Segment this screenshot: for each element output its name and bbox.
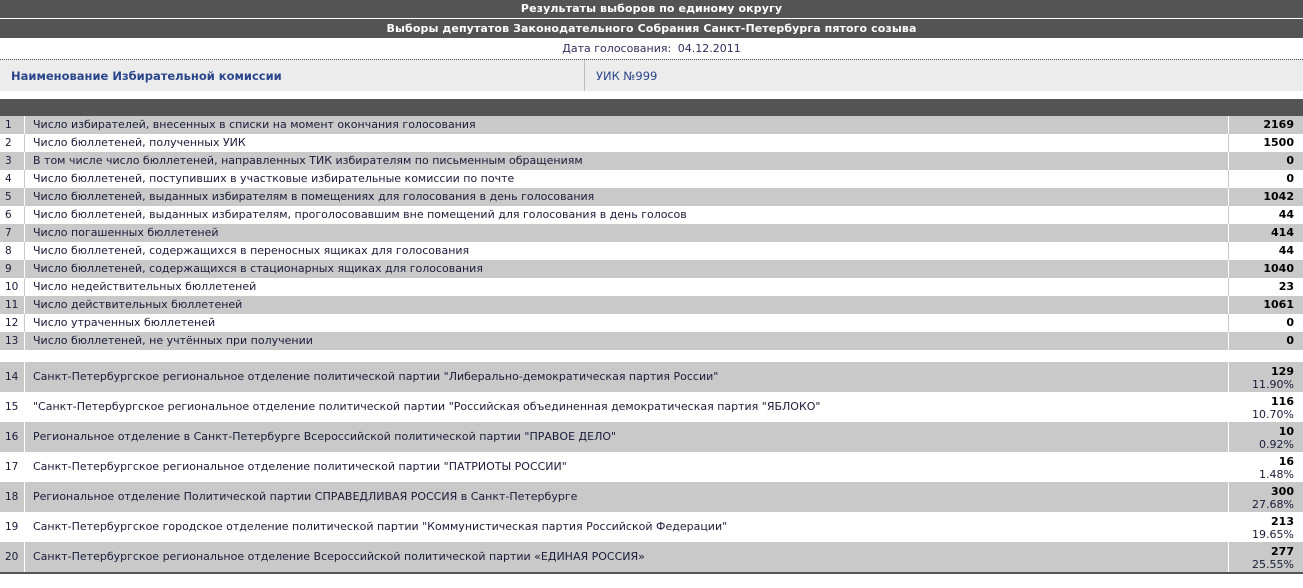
party-vote-percent: 25.55%	[1252, 557, 1294, 571]
row-number: 8	[5, 245, 12, 257]
row-label: Число погашенных бюллетеней	[33, 226, 219, 239]
row-value: 2169	[1263, 118, 1294, 131]
party-row-spacer	[1162, 512, 1228, 542]
summary-table	[0, 116, 1303, 350]
table-row	[0, 152, 1303, 170]
table-row	[0, 134, 1303, 152]
table-row	[0, 116, 1303, 134]
row-number: 5	[5, 191, 12, 203]
party-result-cell	[1229, 392, 1303, 422]
row-number: 4	[5, 173, 12, 185]
row-number: 6	[5, 209, 12, 221]
row-number: 10	[5, 281, 19, 293]
party-name: Санкт-Петербургское региональное отделение политической партии "Либерально-демократическая партия России"	[33, 370, 719, 383]
commission-bottom-spacer	[0, 91, 1303, 99]
table-row	[0, 206, 1303, 224]
row-value: 0	[1286, 334, 1294, 347]
party-vote-count: 213	[1271, 514, 1294, 528]
row-value: 1040	[1263, 262, 1294, 275]
row-spacer	[1162, 260, 1228, 278]
party-name: "Санкт-Петербургское региональное отделение политической партии "Российская объединенная демократическая партия "ЯБЛОКО"	[33, 400, 821, 413]
party-vote-percent: 10.70%	[1252, 407, 1294, 421]
commission-row	[0, 59, 1303, 91]
row-label: Число недействительных бюллетеней	[33, 280, 257, 293]
row-label: Число бюллетеней, выданных избирателям в помещениях для голосования в день голосования	[33, 190, 595, 203]
row-value: 0	[1286, 316, 1294, 329]
row-label: Число утраченных бюллетеней	[33, 316, 216, 329]
party-row-number: 16	[5, 431, 19, 443]
row-spacer	[1162, 278, 1228, 296]
table-row	[0, 188, 1303, 206]
row-value: 1061	[1263, 298, 1294, 311]
voting-date-label: Дата голосования:	[562, 42, 672, 55]
row-spacer	[1162, 314, 1228, 332]
table-row	[0, 296, 1303, 314]
party-row-spacer	[1162, 542, 1228, 572]
subtitle-bar: Выборы депутатов Законодательного Собрания Санкт-Петербурга пятого созыва	[0, 19, 1303, 39]
row-value: 414	[1271, 226, 1294, 239]
row-number: 2	[5, 137, 12, 149]
row-spacer	[1162, 134, 1228, 152]
party-row-number: 14	[5, 371, 19, 383]
row-spacer	[1162, 296, 1228, 314]
party-vote-count: 129	[1271, 364, 1294, 378]
table-row	[0, 224, 1303, 242]
row-spacer	[1162, 242, 1228, 260]
party-row	[0, 512, 1303, 542]
party-vote-percent: 27.68%	[1252, 497, 1294, 511]
row-number: 7	[5, 227, 12, 239]
party-row	[0, 422, 1303, 452]
party-vote-count: 116	[1271, 394, 1294, 408]
party-row-number: 15	[5, 401, 19, 413]
table-row	[0, 314, 1303, 332]
party-row	[0, 482, 1303, 512]
party-row-number: 19	[5, 521, 19, 533]
party-row-spacer	[1162, 362, 1228, 392]
party-row	[0, 362, 1303, 392]
table-row	[0, 242, 1303, 260]
row-number: 12	[5, 317, 19, 329]
party-vote-count: 300	[1271, 484, 1294, 498]
main-title-bar: Результаты выборов по единому округу	[0, 0, 1303, 19]
row-number: 3	[5, 155, 12, 167]
voting-date-row	[0, 39, 1303, 59]
party-name: Региональное отделение Политической партии СПРАВЕДЛИВАЯ РОССИЯ в Санкт-Петербурге	[33, 490, 578, 503]
commission-name-value: УИК №999	[596, 68, 658, 83]
row-number: 13	[5, 335, 19, 347]
row-label: Число бюллетеней, не учтённых при получении	[33, 334, 313, 347]
party-name: Санкт-Петербургское региональное отделение политической партии "ПАТРИОТЫ РОССИИ"	[33, 460, 567, 473]
party-row-spacer	[1162, 452, 1228, 482]
party-row-number: 17	[5, 461, 19, 473]
row-label: Число бюллетеней, содержащихся в переносных ящиках для голосования	[33, 244, 470, 257]
party-row	[0, 542, 1303, 572]
row-label: Число действительных бюллетеней	[33, 298, 243, 311]
row-number: 1	[5, 119, 12, 131]
party-row	[0, 452, 1303, 482]
party-result-cell	[1229, 422, 1303, 452]
party-result-cell	[1229, 542, 1303, 572]
party-row-number: 20	[5, 551, 19, 563]
summary-section-separator	[0, 99, 1303, 116]
party-vote-percent: 11.90%	[1252, 377, 1294, 391]
row-value: 0	[1286, 154, 1294, 167]
party-vote-percent: 19.65%	[1252, 527, 1294, 541]
party-row-spacer	[1162, 392, 1228, 422]
row-value: 1500	[1263, 136, 1294, 149]
row-spacer	[1162, 206, 1228, 224]
party-results-table	[0, 362, 1303, 572]
party-row-number: 18	[5, 491, 19, 503]
row-value: 1042	[1263, 190, 1294, 203]
table-row	[0, 332, 1303, 350]
party-vote-percent: 0.92%	[1259, 437, 1294, 451]
party-vote-percent: 1.48%	[1259, 467, 1294, 481]
voting-date-value: 04.12.2011	[677, 42, 741, 55]
party-name: Санкт-Петербургское городское отделение политической партии "Коммунистическая партия Российской Федерации"	[33, 520, 728, 533]
row-spacer	[1162, 170, 1228, 188]
commission-name-label: Наименование Избирательной комиссии	[11, 68, 282, 83]
party-vote-count: 16	[1278, 454, 1294, 468]
row-number: 9	[5, 263, 12, 275]
row-spacer	[1162, 116, 1228, 134]
party-name: Санкт-Петербургское региональное отделение Всероссийской политической партии «ЕДИНАЯ РОССИЯ»	[33, 550, 645, 563]
party-result-cell	[1229, 452, 1303, 482]
bottom-rule	[0, 572, 1303, 574]
party-result-cell	[1229, 512, 1303, 542]
party-row-spacer	[1162, 482, 1228, 512]
party-row-spacer	[1162, 422, 1228, 452]
row-value: 44	[1278, 208, 1294, 221]
row-number: 11	[5, 299, 19, 311]
party-result-cell	[1229, 482, 1303, 512]
party-vote-count: 277	[1271, 544, 1294, 558]
row-label: В том числе число бюллетеней, направленных ТИК избирателям по письменным обращениям	[33, 154, 583, 167]
party-vote-count: 10	[1278, 424, 1294, 438]
row-spacer	[1162, 224, 1228, 242]
row-spacer	[1162, 152, 1228, 170]
row-spacer	[1162, 332, 1228, 350]
row-label: Число бюллетеней, выданных избирателям, проголосовавшим вне помещений для голосования в день голосов	[33, 208, 687, 221]
row-value: 0	[1286, 172, 1294, 185]
row-value: 23	[1278, 280, 1294, 293]
party-name: Региональное отделение в Санкт-Петербурге Всероссийской политической партии "ПРАВОЕ ДЕЛО"	[33, 430, 617, 443]
row-spacer	[1162, 188, 1228, 206]
row-label: Число бюллетеней, содержащихся в стационарных ящиках для голосования	[33, 262, 483, 275]
party-section-gap	[0, 350, 1303, 362]
table-row	[0, 278, 1303, 296]
row-label: Число бюллетеней, поступивших в участковые избирательные комиссии по почте	[33, 172, 515, 185]
table-row	[0, 170, 1303, 188]
row-label: Число избирателей, внесенных в списки на момент окончания голосования	[33, 118, 476, 131]
table-row	[0, 260, 1303, 278]
row-value: 44	[1278, 244, 1294, 257]
party-row	[0, 392, 1303, 422]
row-label: Число бюллетеней, полученных УИК	[33, 136, 246, 149]
party-result-cell	[1229, 362, 1303, 392]
